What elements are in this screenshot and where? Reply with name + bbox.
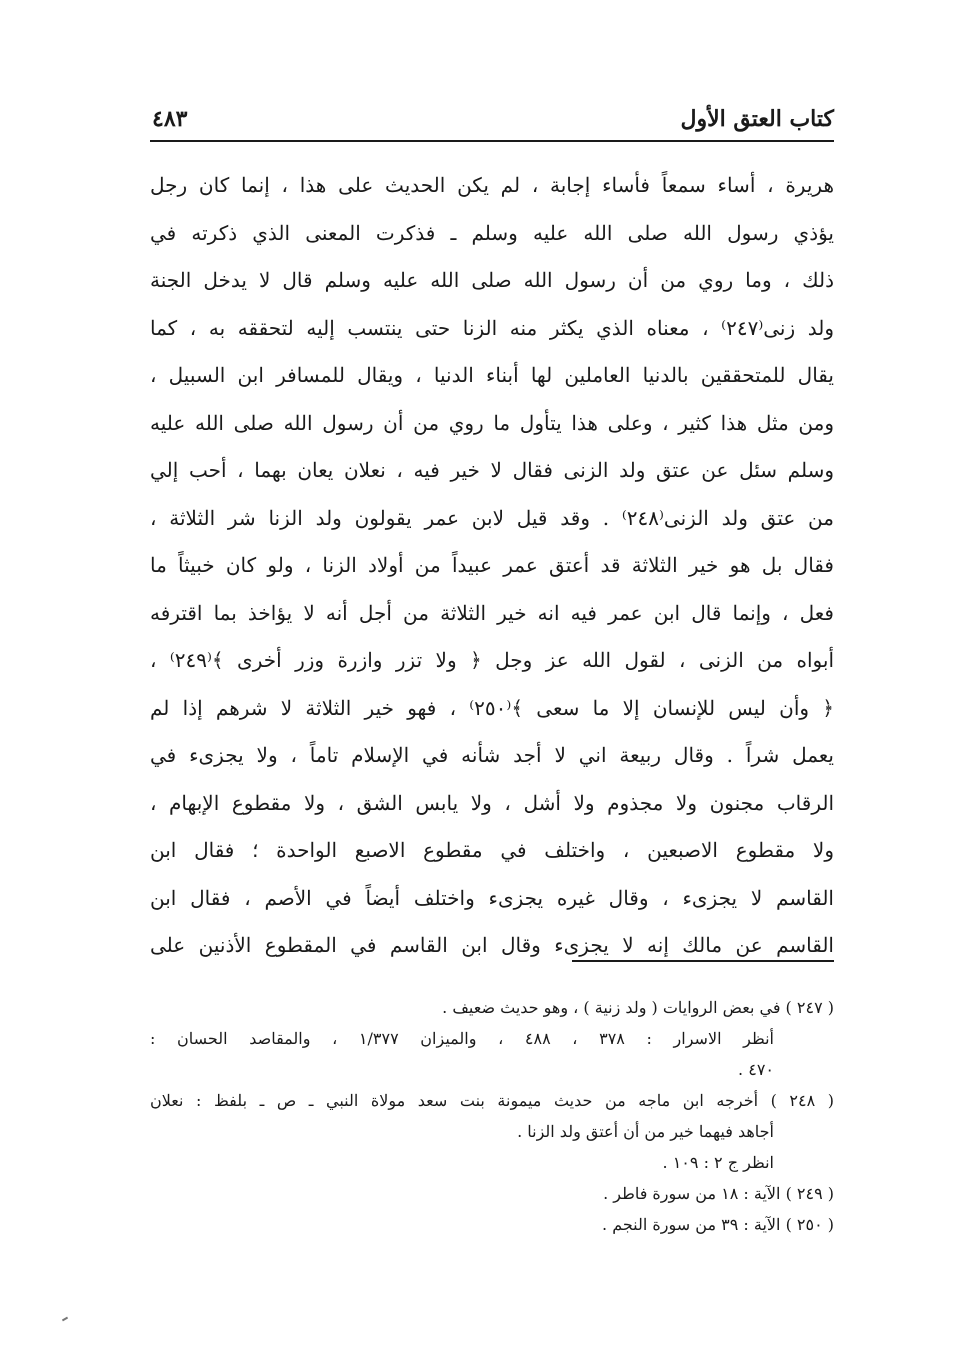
text-line: وسلم سئل عن عتق ولد الزنى فقال لا خير فيه ، نعلان يعان بهما ، أحب إلي: [150, 458, 834, 482]
text-line: من عتق ولد الزنى⁽٢٤٨⁾ . وقد قيل لابن عمر يقولون ولد الزنا شر الثلاثة ،: [150, 505, 834, 530]
footnote-line: أنظر الاسرار : ٣٧٨ ، ٤٨٨ ، والميزان ١/٣٧٧ ، والمقاصد الحسان :: [150, 1029, 774, 1048]
footnote-line: ( ٢٤٩ ) الآية : ١٨ من سورة فاطر .: [603, 1184, 834, 1203]
page-number: ٤٨٣: [152, 106, 188, 132]
text-line: ولد زنى⁽٢٤٧⁾ ، معناه الذي يكثر منه الزنا حتى ينتسب إليه لتحققه به ، كما: [150, 315, 834, 340]
text-line: ذلك ، وما روي من أن رسول الله صلى الله عليه وسلم قال لا يدخل الجنة: [150, 268, 834, 292]
footnote-line: انظر ج ٢ : ١٠٩ .: [662, 1153, 774, 1172]
text-line: يقال للمتحققين بالدنيا العاملين لها أبناء الدنيا ، ويقال للمسافر ابن السبيل ،: [150, 363, 834, 387]
running-header: [150, 100, 834, 142]
text-line: فعل ، وإنما قال ابن عمر فيه انه خير الثلاثة من أجل أنه لا يؤاخذ بما اقترفه: [150, 600, 834, 625]
footnote-line: أجاهد فيهما خير من أن أعتق ولد الزنا .: [517, 1122, 774, 1141]
book-title: كتاب العتق الأول: [680, 106, 834, 132]
text-line: يؤذي رسول الله صلى الله عليه وسلم ـ فذكرت المعنى الذي ذكرته في: [150, 220, 834, 245]
text-line: الرقاب مجنون ولا مجذوم ولا أشل ، ولا يابس الشق ، ولا مقطوع الإبهام ،: [150, 790, 834, 815]
footnotes: [150, 992, 834, 1240]
footnote-line: ( ٢٤٧ ) في بعض الروايات ( ولد زنية ) ، وهو حديث ضعيف .: [442, 998, 834, 1017]
text-line: القاسم لا يجزىء ، وقال غيره يجزىء واختلف أيضاً في الأصم ، فقال ابن: [150, 885, 834, 910]
text-line: ولا مقطوع الاصبعين ، واختلف في مقطوع الاصبع الواحدة ؛ فقال ابن: [150, 838, 834, 862]
text-line: القاسم عن مالك إنه لا يجزىء وقال ابن القاسم في المقطوع الأذنين على: [150, 933, 834, 957]
text-line: ﴿ وأن ليس للإنسان إلا ما سعى ﴾⁽٢٥٠⁾ ، فهو خير الثلاثة لا شرهم إذا لم: [150, 695, 834, 720]
main-text: [150, 162, 834, 970]
scan-speck: [62, 1317, 68, 1322]
footnote-248: [150, 1085, 834, 1178]
footnote-250: [150, 1209, 834, 1240]
text-line: ومن مثل هذا كثير ، وعلى هذا يتأول ما روي من أن رسول الله صلى الله عليه: [150, 410, 834, 435]
footnote-249: [150, 1178, 834, 1209]
footnote-line: ( ٢٤٨ ) أخرجه ابن ماجه من حديث ميمونة بنت سعد مولاة النبي ـ ص ـ بلفظ : نعلان: [150, 1091, 834, 1110]
footnote-line: ( ٢٥٠ ) الآية : ٣٩ من سورة النجم .: [602, 1215, 834, 1234]
text-line: هريرة ، أساء سمعاً فأساء إجابة ، لم يكن الحديث على هذا ، إنما كان رجل: [150, 173, 834, 197]
text-line: يعمل شراً . وقال ربيعة اني لا أجد شأنه في الإسلام تاماً ، ولا يجزىء في: [150, 743, 834, 767]
text-line: فقال بل هو خير الثلاثة قد أعتق عمر عبيداً من أولاد الزنا ، ولو كان خبيثاً ما: [150, 553, 834, 577]
footnote-line: ٤٧٠ .: [738, 1060, 774, 1079]
text-line: أبواه من الزنى ، لقول الله عز وجل ﴿ ولا تزر وازرة وزر أخرى ﴾⁽٢٤٩⁾ ،: [150, 648, 834, 672]
footnote-247: [150, 992, 834, 1085]
footnote-divider: [572, 960, 834, 962]
